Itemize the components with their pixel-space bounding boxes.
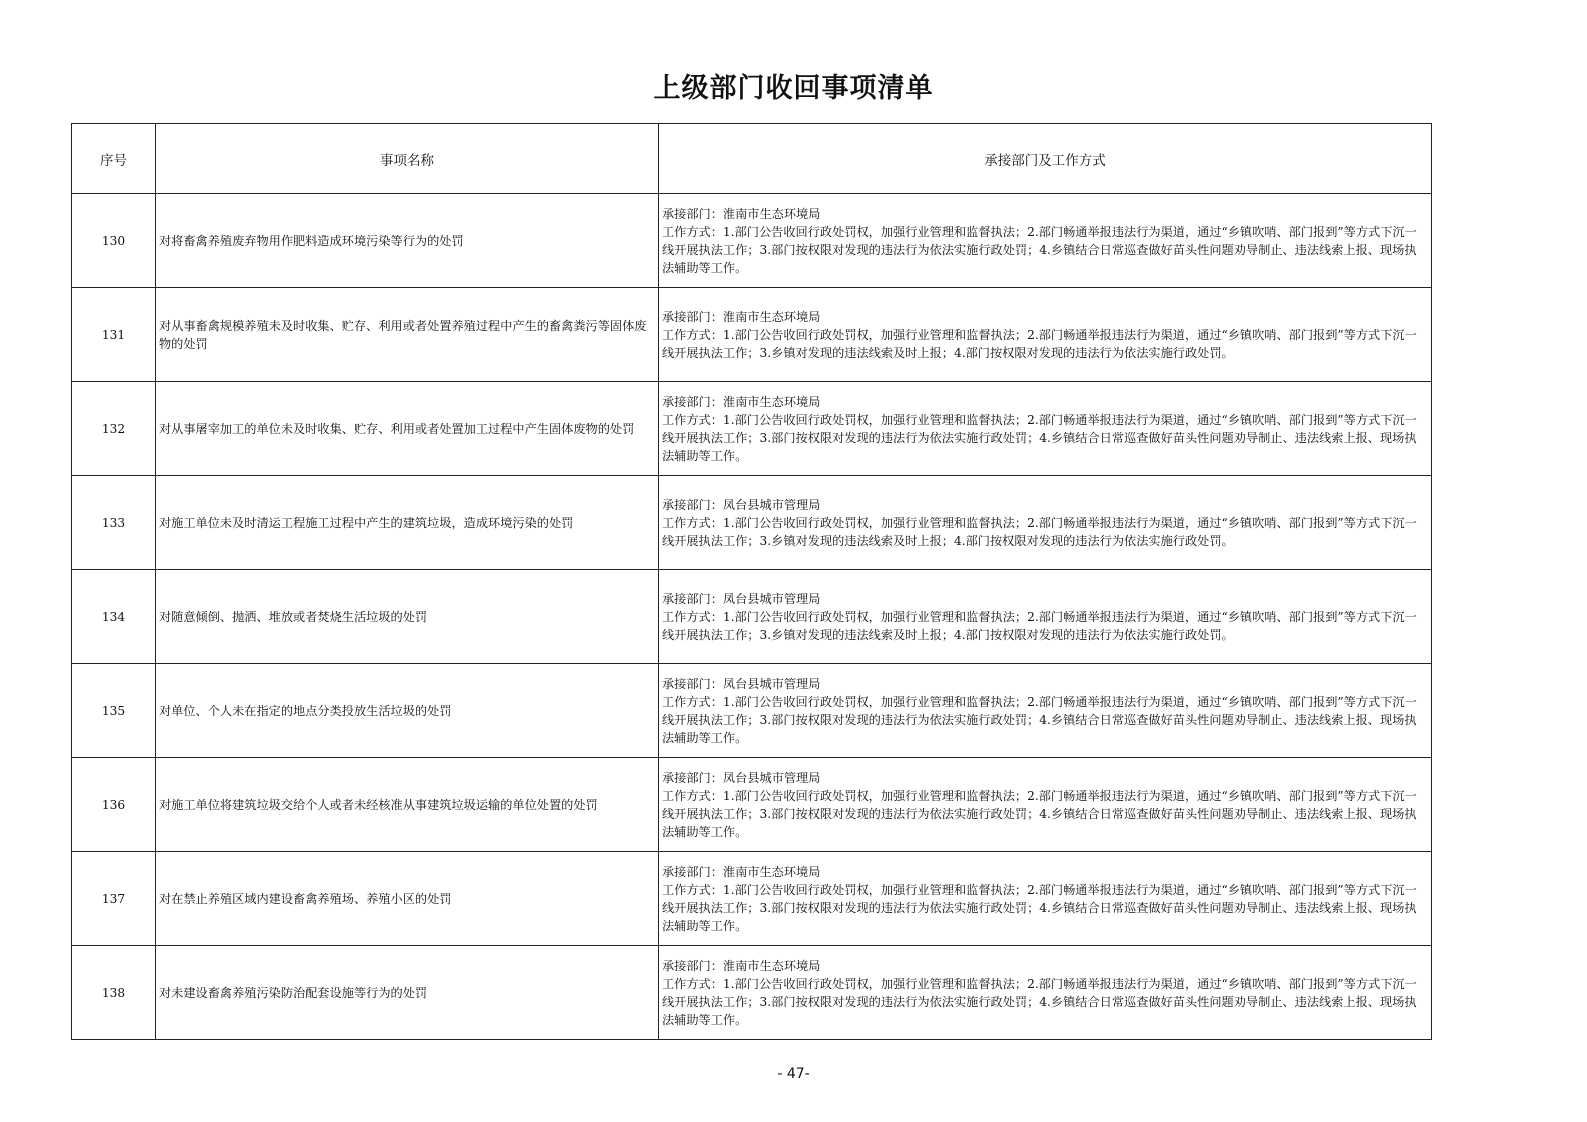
work-method-text: 工作方式：1.部门公告收回行政处罚权，加强行业管理和监督执法；2.部门畅通举报违法行为渠道，通过“乡镇吹哨、部门报到”等方式下沉一线开展执法工作；3.部门按权限对发现的违法行为依法实施行政处罚；4.乡镇结合日常巡查做好苗头性问题劝导制止、违法线索上报、现场执法辅助等工作。 — [662, 788, 1417, 839]
header-department-method: 承接部门及工作方式 — [659, 124, 1432, 194]
table-row — [72, 194, 1432, 288]
table-row — [72, 946, 1432, 1040]
department-method-cell — [659, 852, 1432, 946]
table-row — [72, 570, 1432, 664]
item-name: 对从事屠宰加工的单位未及时收集、贮存、利用或者处置加工过程中产生固体废物的处罚 — [156, 382, 659, 476]
department-method-cell — [659, 382, 1432, 476]
work-method-text: 工作方式：1.部门公告收回行政处罚权，加强行业管理和监督执法；2.部门畅通举报违法行为渠道，通过“乡镇吹哨、部门报到”等方式下沉一线开展执法工作；3.部门按权限对发现的违法行为依法实施行政处罚；4.乡镇结合日常巡查做好苗头性问题劝导制止、违法线索上报、现场执法辅助等工作。 — [662, 412, 1417, 463]
work-method-text: 工作方式：1.部门公告收回行政处罚权，加强行业管理和监督执法；2.部门畅通举报违法行为渠道，通过“乡镇吹哨、部门报到”等方式下沉一线开展执法工作；3.部门按权限对发现的违法行为依法实施行政处罚；4.乡镇结合日常巡查做好苗头性问题劝导制止、违法线索上报、现场执法辅助等工作。 — [662, 976, 1417, 1027]
department-method-cell — [659, 946, 1432, 1040]
table-header-row — [72, 124, 1432, 194]
row-number: 134 — [72, 570, 156, 664]
item-name: 对从事畜禽规模养殖未及时收集、贮存、利用或者处置养殖过程中产生的畜禽粪污等固体废物的处罚 — [156, 288, 659, 382]
table-row — [72, 382, 1432, 476]
header-serial-number: 序号 — [72, 124, 156, 194]
department-text: 承接部门：凤台县城市管理局 — [662, 770, 821, 785]
row-number: 133 — [72, 476, 156, 570]
department-text: 承接部门：淮南市生态环境局 — [662, 206, 821, 221]
item-name: 对单位、个人未在指定的地点分类投放生活垃圾的处罚 — [156, 664, 659, 758]
table-row — [72, 288, 1432, 382]
row-number: 132 — [72, 382, 156, 476]
work-method-text: 工作方式：1.部门公告收回行政处罚权，加强行业管理和监督执法；2.部门畅通举报违法行为渠道，通过“乡镇吹哨、部门报到”等方式下沉一线开展执法工作；3.乡镇对发现的违法线索及时上报；4.部门按权限对发现的违法行为依法实施行政处罚。 — [662, 609, 1417, 642]
table-row — [72, 852, 1432, 946]
work-method-text: 工作方式：1.部门公告收回行政处罚权，加强行业管理和监督执法；2.部门畅通举报违法行为渠道，通过“乡镇吹哨、部门报到”等方式下沉一线开展执法工作；3.部门按权限对发现的违法行为依法实施行政处罚；4.乡镇结合日常巡查做好苗头性问题劝导制止、违法线索上报、现场执法辅助等工作。 — [662, 882, 1417, 933]
row-number: 130 — [72, 194, 156, 288]
row-number: 138 — [72, 946, 156, 1040]
item-name: 对施工单位将建筑垃圾交给个人或者未经核准从事建筑垃圾运输的单位处置的处罚 — [156, 758, 659, 852]
item-name: 对施工单位未及时清运工程施工过程中产生的建筑垃圾，造成环境污染的处罚 — [156, 476, 659, 570]
item-name: 对在禁止养殖区域内建设畜禽养殖场、养殖小区的处罚 — [156, 852, 659, 946]
row-number: 137 — [72, 852, 156, 946]
department-method-cell — [659, 194, 1432, 288]
department-text: 承接部门：淮南市生态环境局 — [662, 309, 821, 324]
department-method-cell — [659, 758, 1432, 852]
page-title: 上级部门收回事项清单 — [653, 73, 934, 104]
department-text: 承接部门：淮南市生态环境局 — [662, 864, 821, 879]
work-method-text: 工作方式：1.部门公告收回行政处罚权，加强行业管理和监督执法；2.部门畅通举报违法行为渠道，通过“乡镇吹哨、部门报到”等方式下沉一线开展执法工作；3.部门按权限对发现的违法行为依法实施行政处罚；4.乡镇结合日常巡查做好苗头性问题劝导制止、违法线索上报、现场执法辅助等工作。 — [662, 694, 1417, 745]
department-text: 承接部门：凤台县城市管理局 — [662, 497, 821, 512]
department-text: 承接部门：淮南市生态环境局 — [662, 958, 821, 973]
department-method-cell — [659, 476, 1432, 570]
row-number: 136 — [72, 758, 156, 852]
items-table — [71, 123, 1432, 1040]
item-name: 对未建设畜禽养殖污染防治配套设施等行为的处罚 — [156, 946, 659, 1040]
item-name: 对随意倾倒、抛洒、堆放或者焚烧生活垃圾的处罚 — [156, 570, 659, 664]
work-method-text: 工作方式：1.部门公告收回行政处罚权，加强行业管理和监督执法；2.部门畅通举报违法行为渠道，通过“乡镇吹哨、部门报到”等方式下沉一线开展执法工作；3.乡镇对发现的违法线索及时上报；4.部门按权限对发现的违法行为依法实施行政处罚。 — [662, 327, 1417, 360]
item-name: 对将畜禽养殖废弃物用作肥料造成环境污染等行为的处罚 — [156, 194, 659, 288]
work-method-text: 工作方式：1.部门公告收回行政处罚权，加强行业管理和监督执法；2.部门畅通举报违法行为渠道，通过“乡镇吹哨、部门报到”等方式下沉一线开展执法工作；3.部门按权限对发现的违法行为依法实施行政处罚；4.乡镇结合日常巡查做好苗头性问题劝导制止、违法线索上报、现场执法辅助等工作。 — [662, 224, 1417, 275]
department-method-cell — [659, 570, 1432, 664]
department-text: 承接部门：凤台县城市管理局 — [662, 676, 821, 691]
table-row — [72, 758, 1432, 852]
table-row — [72, 664, 1432, 758]
department-method-cell — [659, 664, 1432, 758]
department-text: 承接部门：凤台县城市管理局 — [662, 591, 821, 606]
page-number: - 47- — [777, 1066, 810, 1082]
table-row — [72, 476, 1432, 570]
header-item-name: 事项名称 — [156, 124, 659, 194]
department-method-cell — [659, 288, 1432, 382]
department-text: 承接部门：淮南市生态环境局 — [662, 394, 821, 409]
row-number: 135 — [72, 664, 156, 758]
work-method-text: 工作方式：1.部门公告收回行政处罚权，加强行业管理和监督执法；2.部门畅通举报违法行为渠道，通过“乡镇吹哨、部门报到”等方式下沉一线开展执法工作；3.乡镇对发现的违法线索及时上报；4.部门按权限对发现的违法行为依法实施行政处罚。 — [662, 515, 1417, 548]
row-number: 131 — [72, 288, 156, 382]
